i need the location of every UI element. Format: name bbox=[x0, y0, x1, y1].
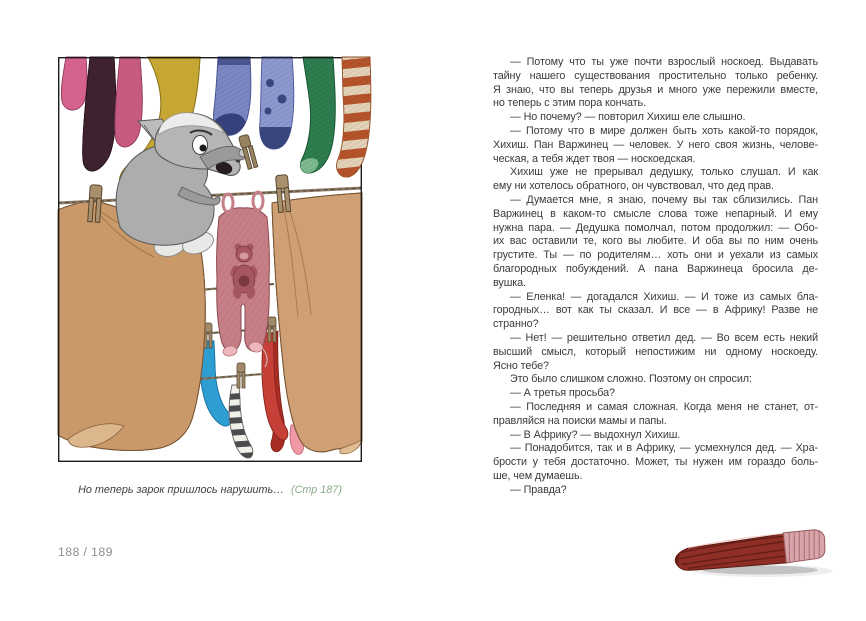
body-text bbox=[493, 56, 818, 498]
text-line: тайну нашего существования простительно только ребенку. bbox=[493, 69, 818, 82]
clothespin bbox=[275, 175, 290, 213]
text-line: ему ни хотелось обратного, он чувствовал, что дед прав. bbox=[493, 180, 774, 193]
text-line: — Но почему? — повторил Хихиш еле слышно. bbox=[510, 111, 746, 124]
orange-striped-sock bbox=[330, 57, 379, 179]
text-line: — Понадобится, так и в Африку, — усмехнулся дед. — Хра- bbox=[510, 442, 818, 455]
page-number: 188 / 189 bbox=[58, 545, 113, 559]
text-line: но теперь с этим пора кончать. bbox=[493, 97, 646, 110]
text-line: — Еленка! — догадался Хихиш. — И тоже из самых бла- bbox=[510, 290, 818, 303]
text-line: Варжинец в каком-то смысле слова тоже непарный. И ему bbox=[493, 207, 818, 220]
text-line: — Последняя и самая сложная. Когда меня не станет, от- bbox=[510, 400, 818, 413]
text-line: нужна пара. — Дедушка помолчал, потом продолжил: — Обо- bbox=[493, 221, 818, 234]
text-line: — А третья просьба? bbox=[510, 387, 615, 400]
text-line: — Потому что в мире должен быть хоть какой-то порядок, bbox=[510, 124, 818, 137]
burlap-sheet-right bbox=[272, 193, 362, 454]
text-line: странно? bbox=[493, 318, 539, 331]
caption-page-reference: (Стр 187) bbox=[291, 484, 342, 496]
text-line: их вас оставили те, кого вы любите. И оба вы по ним очень bbox=[493, 235, 818, 248]
clothesline-illustration bbox=[58, 57, 362, 462]
text-line: — Потому что ты уже почти взрослый носкоед. Выдавать bbox=[510, 56, 818, 68]
caption-text: Но теперь зарок пришлось нарушить… bbox=[78, 484, 285, 496]
romper-with-teddy bbox=[217, 208, 270, 357]
text-line: — Правда? bbox=[510, 483, 567, 496]
text-line: ческая, а тебя ждет твоя — носкоедская. bbox=[493, 152, 696, 165]
rolled-sock-illustration bbox=[668, 528, 838, 578]
text-line: — Думается мне, я знаю, почему вы так сблизились. Пан bbox=[510, 193, 818, 206]
text-line: — В Африку? — выдохнул Хихиш. bbox=[510, 428, 681, 441]
text-line: Я знаю, что вы теперь друзья и много уже пережили вместе, bbox=[493, 83, 818, 96]
text-line: грустите. Ты — по родителям… хоть они и уехали из самых bbox=[493, 249, 818, 262]
text-line: Это было слишком сложно. Поэтому он спросил: bbox=[510, 373, 752, 386]
text-line: высший смысл, который непостижим ни одному носкоеду. bbox=[493, 345, 818, 358]
text-line: вушка. bbox=[493, 276, 526, 289]
text-line: Хихиш. Пан Варжинец — человек. У него своя жизнь, челове- bbox=[493, 138, 818, 151]
text-line: Хихиш уже не прерывал дедушку, только слушал. И как bbox=[510, 166, 818, 179]
illustration-caption bbox=[58, 483, 362, 497]
text-line: ше, чем думаешь. bbox=[493, 469, 583, 482]
text-line: правляйся на поиски мамы и папы. bbox=[493, 414, 667, 427]
text-line: брости у тебя достаточно. Может, ты нужен им гораздо боль- bbox=[493, 456, 818, 469]
text-line: городных… вот как ты сказал. И все — в Африку! Разве не bbox=[493, 304, 818, 317]
text-line: Ясно тебе? bbox=[493, 359, 549, 372]
illustration bbox=[58, 57, 362, 462]
text-line: — Нет! — решительно ответил дед. — Во всем есть некий bbox=[510, 331, 818, 344]
text-line: благородных побуждений. А пана Варжинеца бросила де- bbox=[493, 262, 818, 275]
